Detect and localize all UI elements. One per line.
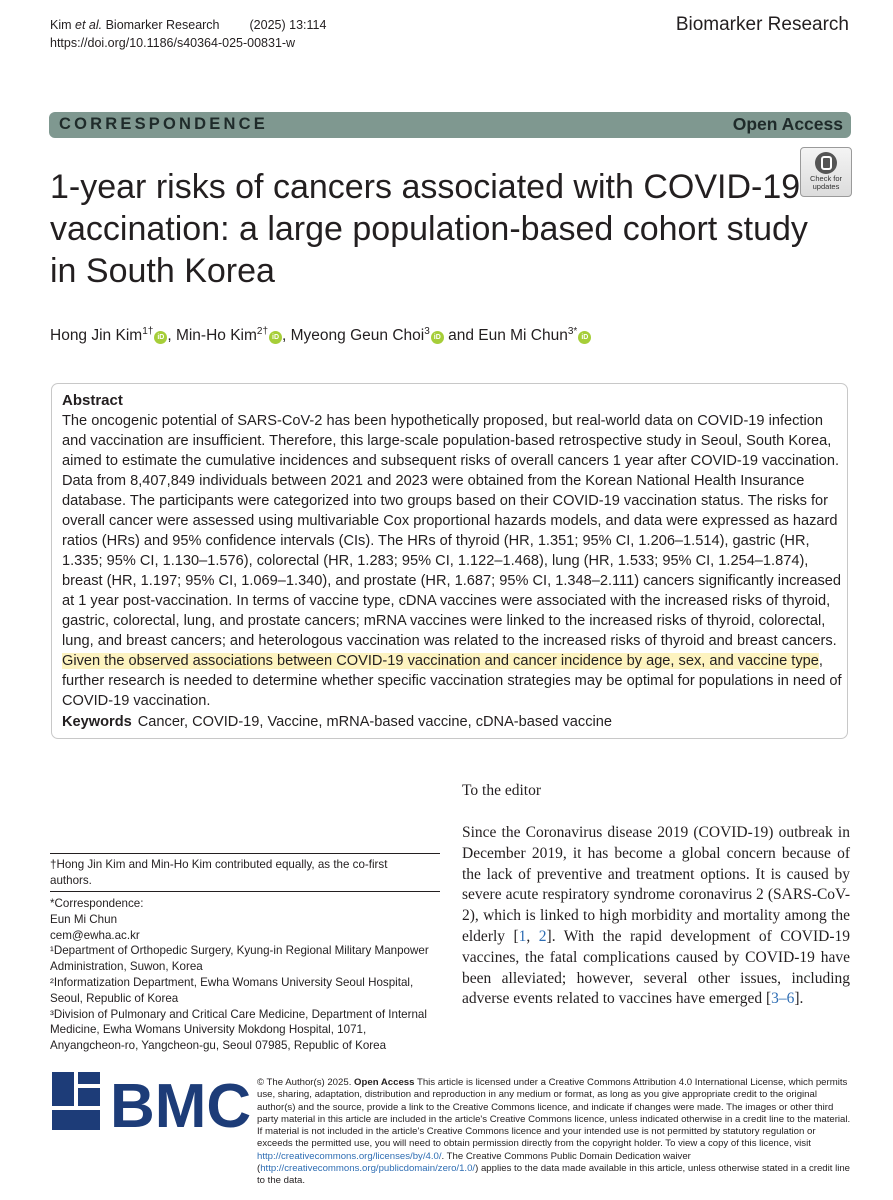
author-affiliation: 1† (142, 326, 154, 337)
author-affiliation: 3 (424, 326, 430, 337)
citation-link[interactable]: 2 (538, 927, 547, 945)
citation-authors: Kim (50, 18, 75, 32)
update-icon (815, 152, 837, 174)
license-link[interactable]: http://creativecommons.org/licenses/by/4.0/ (257, 1150, 442, 1162)
citation-link[interactable]: 3–6 (771, 990, 795, 1008)
article-title: 1-year risks of cancers associated with COVID-19 vaccination: a large population-based cohort study in South Korea (50, 168, 808, 290)
abstract-end: , further research is needed to determine whether specific vaccination strategies may be optimal for populations in need of COVID-19 vaccination. (62, 653, 842, 709)
correspondence-note (50, 896, 430, 1054)
body-text: ]. (794, 990, 804, 1008)
bmc-logo-text: BMC (110, 1072, 252, 1141)
keywords-list: Cancer, COVID-19, Vaccine, mRNA-based vaccine, cDNA-based vaccine (137, 714, 612, 730)
running-header (50, 16, 326, 52)
body-text: ]. With the rapid development of COVID-19 vaccines, the fatal complications caused by COVID-19 have been alleviated; however, several other issues, including adverse events related to vaccines have emerged [ (462, 927, 851, 1008)
citation-volume: (2025) 13:114 (249, 18, 327, 32)
body-text: , (526, 927, 539, 945)
keywords-label: Keywords (62, 714, 132, 730)
journal-name: Biomarker Research (675, 14, 849, 35)
correspondence-label: *Correspondence: (50, 897, 144, 910)
orcid-icon[interactable]: iD (269, 331, 282, 344)
divider (50, 853, 440, 854)
citation-journal: Biomarker Research (102, 18, 220, 32)
correspondence-name: Eun Mi Chun (50, 912, 118, 926)
author-separator: , (167, 327, 176, 345)
affiliation-3: ³Division of Pulmonary and Critical Care Medicine, Department of Internal Medicine, Ewha Womans University Mokdong Hospital, 1071, Anyangcheon-ro, Yangcheon-gu, Seoul 07985, Republic of Korea (50, 1007, 427, 1053)
affiliation-2: ²Informatization Department, Ewha Womans University Seoul Hospital, Seoul, Republic of Korea (50, 975, 414, 1005)
divider (50, 891, 440, 892)
author-list (50, 326, 591, 345)
equal-contribution-note: †Hong Jin Kim and Min-Ho Kim contributed equally, as the co-first authors. (50, 858, 388, 887)
author-separator: , (282, 327, 291, 345)
author-name: Myeong Geun Choi (290, 327, 425, 345)
author-affiliation: 3* (567, 326, 578, 337)
license-text: © The Author(s) 2025. (257, 1077, 355, 1088)
license-statement (257, 1077, 853, 1188)
author-name: Min-Ho Kim (175, 327, 257, 345)
body-paragraph (462, 823, 850, 1010)
author-name: Eun Mi Chun (478, 327, 568, 345)
orcid-icon[interactable]: iD (578, 331, 591, 344)
bmc-logo (52, 1072, 252, 1141)
license-open-access: Open Access (354, 1077, 415, 1088)
citation-line (50, 16, 326, 34)
citation-etal: et al. (75, 18, 103, 32)
license-text: . The Creative Commons Public Domain Dedication waiver ( (257, 1150, 691, 1175)
license-text: ) applies to the data made available in this article, unless otherwise stated in a credit line to the data. (257, 1163, 851, 1187)
abstract-box (51, 383, 848, 739)
keywords (62, 714, 612, 730)
article-type-banner (49, 112, 851, 138)
abstract-text (62, 411, 842, 711)
abstract-heading: Abstract (62, 392, 123, 409)
affiliation-1: ¹Department of Orthopedic Surgery, Kyung-in Regional Military Manpower Administration, Suwon, Korea (50, 944, 429, 974)
article-type-label: CORRESPONDENCE (59, 115, 268, 133)
section-heading: To the editor (462, 782, 541, 799)
orcid-icon[interactable]: iD (431, 331, 444, 344)
license-text: This article is licensed under a Creative Commons Attribution 4.0 International License, which permits use, sharing, adaptation, distribution and reproduction in any medium or format, as long as you give appropriate credit to the original author(s) and the source, provide a link to the Creative Commons licence, and indicate if changes were made. The images or other third party material in this article are included in the article's Creative Commons licence, unless indicated otherwise in a credit line to the material. If material is not included in the article's Creative Commons licence and your intended use is not permitted by statutory regulation or exceeds the permitted use, you will need to obtain permission directly from the copyright holder. To view a copy of this licence, visit (257, 1077, 851, 1150)
check-updates-line1: Check for (809, 174, 843, 183)
open-access-label: Open Access (732, 114, 843, 134)
abstract-main: The oncogenic potential of SARS-CoV-2 has been hypothetically proposed, but real-world data on COVID-19 infection and vaccination are insufficient. Therefore, this large-scale population-based retrospective study in Seoul, South Korea, aimed to estimate the cumulative incidences and subsequent risks of overall cancers 1 year after COVID-19 vaccination. Data from 8,407,849 individuals between 2021 and 2023 were obtained from the Korean National Health Insurance database. The participants were categorized into two groups based on their COVID-19 vaccination status. The risks for overall cancer were assessed using multivariable Cox proportional hazards models, and data were expressed as hazard ratios (HRs) and 95% confidence intervals (CIs). The HRs of thyroid (HR, 1.351; 95% CI, 1.206–1.514), gastric (HR, 1.335; 95% CI, 1.130–1.576), colorectal (HR, 1.283; 95% CI, 1.122–1.468), lung (HR, 1.533; 95% CI, 1.254–1.874), breast (HR, 1.197; 95% CI, 1.069–1.340), and prostate (HR, 1.687; 95% CI, 1.348–2.111) cancers significantly increased at 1 year post-vaccination. In terms of vaccine type, cDNA vaccines were associated with the increased risks of thyroid, gastric, colorectal, lung, and prostate cancers; mRNA vaccines were linked to the increased risks of thyroid, colorectal, lung, and breast cancers; and heterologous vaccination was related to the increased risks of thyroid and breast cancers. (62, 413, 842, 649)
abstract-highlight: Given the observed associations between COVID-19 vaccination and cancer incidence by age, sex, and vaccine type (62, 653, 819, 669)
doi-link[interactable]: https://doi.org/10.1186/s40364-025-00831-w (50, 36, 296, 50)
body-text: Since the Coronavirus disease 2019 (COVID-19) outbreak in December 2019, it has become a global concern because of the lack of preventive and treatment options. It is caused by severe acute respiratory syndrome coronavirus 2 (SARS-CoV-2), which is linked to high morbidity and mortality among the elderly [ (462, 824, 850, 945)
correspondence-email[interactable]: cem@ewha.ac.kr (50, 928, 140, 942)
author-separator: and (443, 327, 479, 345)
check-updates-line2: updates (812, 182, 840, 191)
orcid-icon[interactable]: iD (154, 331, 167, 344)
license-link[interactable]: http://creativecommons.org/publicdomain/zero/1.0/ (260, 1163, 476, 1175)
citation-link[interactable]: 1 (518, 927, 527, 945)
author-affiliation: 2† (256, 326, 269, 337)
author-name: Hong Jin Kim (50, 327, 143, 345)
